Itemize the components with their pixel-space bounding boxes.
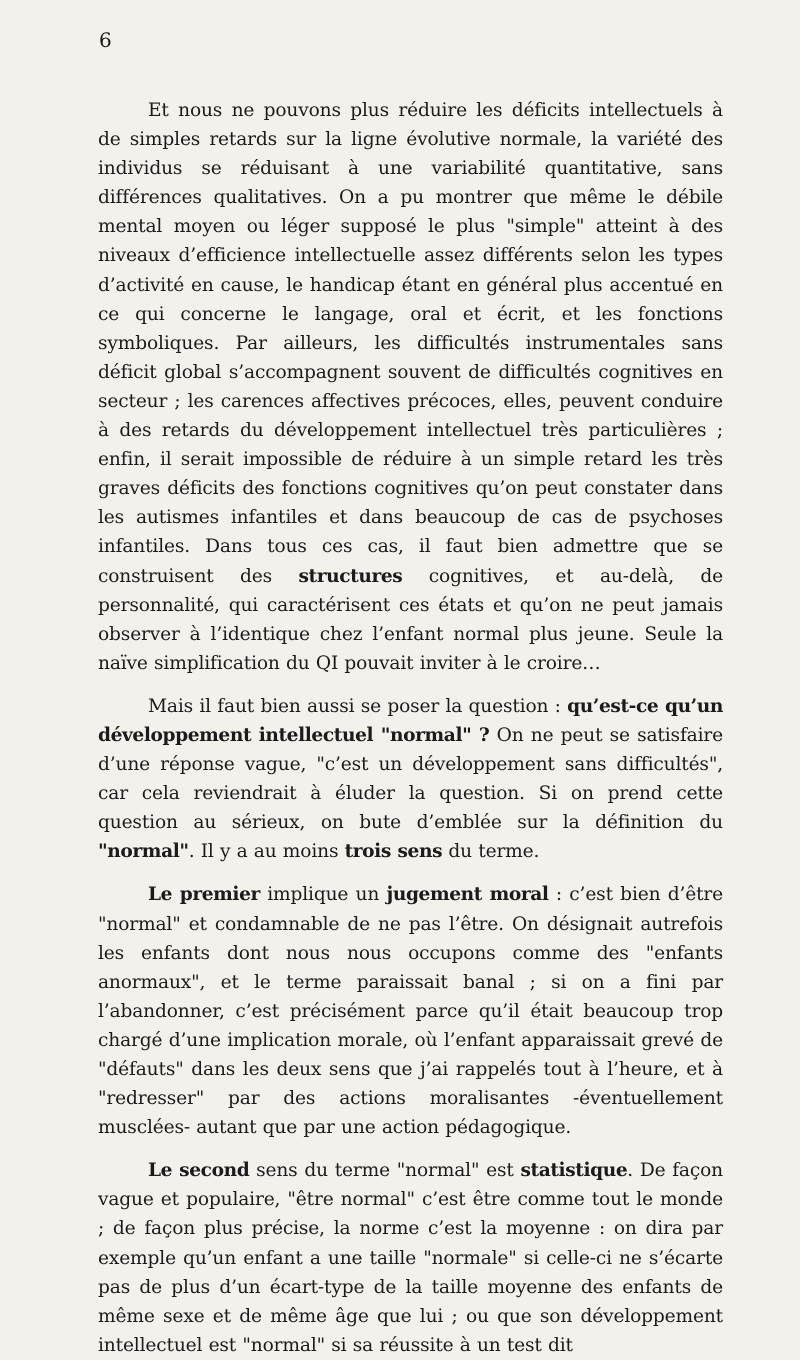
- text-run: sens du terme "normal" est: [249, 1160, 521, 1182]
- text-run: On ne peut se satisfaire d’une réponse vague, "c’est un développement sans difficultés", car cela reviendrait à éluder la question. Si on prend cette question au sérieux, on bute d’emblée sur la définition du: [98, 724, 724, 834]
- page-number: 6: [99, 28, 112, 52]
- text-run: : c’est bien d’être "normal" et condamnable de ne pas l’être. On désignait autrefois les enfants dont nous nous occupons comme des "enfants anormaux", et le terme paraissait banal ; si on a fini par l’abandonner, c’est précisément parce qu’il était beaucoup trop chargé d’une implication morale, où l’enfant apparaissait grevé de "défauts" dans les deux sens que j’ai rappelés tout à l’heure, et à "redresser" par des actions moralisantes -éventuellement musclées- autant que par une action pédagogique.: [98, 884, 723, 1139]
- bold-term: jugement moral: [386, 884, 549, 906]
- bold-term: Le premier: [148, 884, 260, 906]
- text-run: . De façon vague et populaire, "être normal" c’est être comme tout le monde ; de façon plus précise, la norme c’est la moyenne : on dira par exemple qu’un enfant a une taille "normale" si celle-ci ne s’écarte pas de plus d’un écart-type de la taille moyenne des enfants de même sexe et de même âge que lui ; ou que son développement intellectuel est "normal" si sa réussite à un test dit: [98, 1160, 723, 1356]
- bold-term: qu’est-ce qu’un développement intellectuel "normal" ?: [98, 695, 723, 746]
- bold-term: Le second: [148, 1160, 250, 1182]
- bold-term: "normal": [98, 841, 189, 863]
- text-run: . Il y a au moins: [188, 841, 345, 863]
- text-run: Et nous ne pouvons plus réduire les déficits intellectuels à de simples retards sur la ligne évolutive normale, la variété des individus se réduisant à une variabilité quantitative, sans différences qualitatives. On a pu montrer que même le débile mental moyen ou léger supposé le plus "simple" atteint à des niveaux d’efficience intellectuelle assez différents selon les types d’activité en cause, le handicap étant en général plus accentué en ce qui concerne le langage, oral et écrit, et les fonctions symboliques. Par ailleurs, les difficultés instrumentales sans déficit global s’accompagnent souvent de difficultés cognitives en secteur ; les carences affectives précoces, elles, peuvent conduire à des retards du développement intellectuel très particulières ; enfin, il serait impossible de réduire à un simple retard les très graves déficits des fonctions cognitives qu’on peut constater dans les autismes infantiles et dans beaucoup de cas de psychoses infantiles. Dans tous ces cas, il faut bien admettre que se construisent des: [98, 100, 723, 587]
- paragraph: [98, 96, 723, 678]
- body-text: [98, 96, 723, 1360]
- paragraph: [98, 880, 723, 1142]
- bold-term: structures: [298, 565, 403, 587]
- text-run: du terme.: [442, 841, 540, 863]
- bold-term: trois sens: [344, 841, 443, 863]
- paragraph: [98, 1156, 723, 1360]
- paragraph: [98, 692, 723, 867]
- text-run: Mais il faut bien aussi se poser la question :: [148, 695, 568, 717]
- bold-term: statistique: [520, 1160, 628, 1182]
- text-run: implique un: [259, 884, 387, 906]
- text-run: cognitives, et au-delà, de personnalité, qui caractérisent ces états et qu’on ne peut jamais observer à l’identique chez l’enfant normal plus jeune. Seule la naïve simplification du QI pouvait inviter à le croire…: [98, 565, 723, 674]
